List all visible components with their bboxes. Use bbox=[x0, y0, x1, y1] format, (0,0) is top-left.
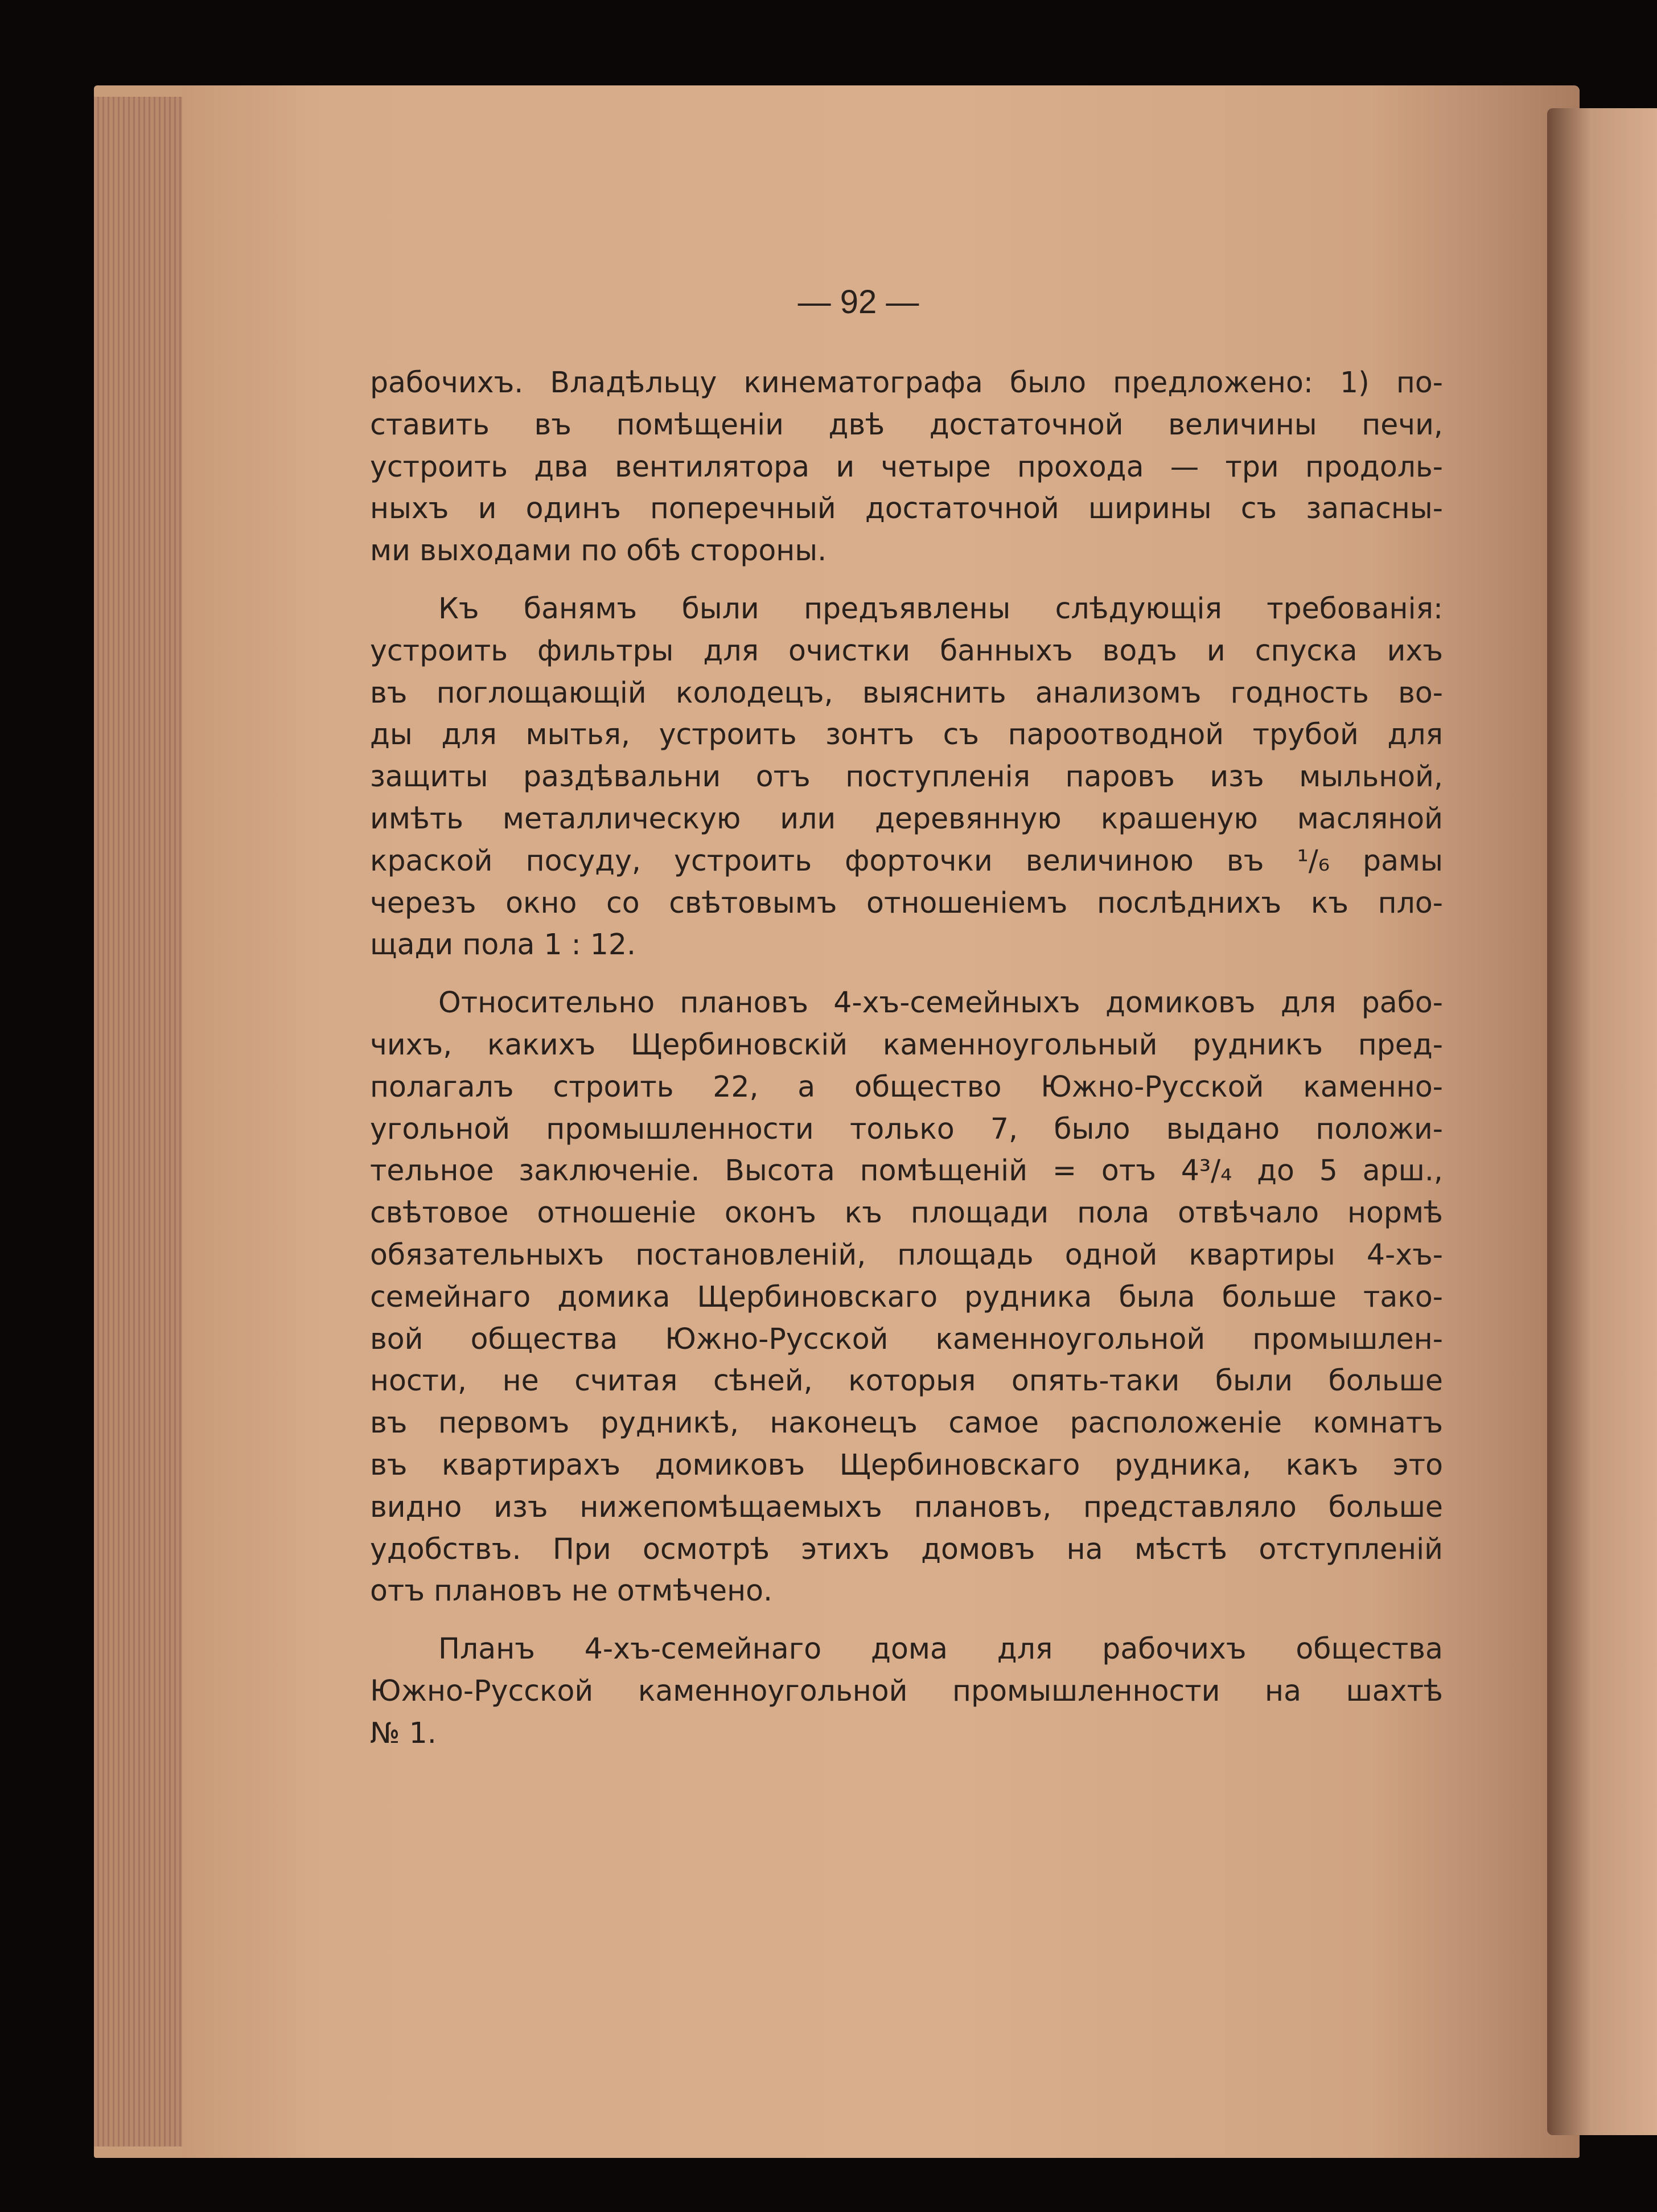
text-line: устроить два вентилятора и четыре прохода — три продоль- bbox=[370, 449, 1443, 483]
text-line: вой общества Южно-Русской каменноугольной промышлен- bbox=[370, 1322, 1443, 1356]
text-line: защиты раздѣвальни отъ поступленiя паровъ изъ мыльной, bbox=[370, 760, 1443, 794]
text-line: въ первомъ рудникѣ, наконецъ самое расположенiе комнатъ bbox=[370, 1406, 1443, 1440]
text-line: ми выходами по обѣ стороны. bbox=[370, 533, 827, 568]
page-text bbox=[370, 362, 1443, 1754]
text-line: щади пола 1 : 12. bbox=[370, 928, 636, 962]
text-line: удобствъ. При осмотрѣ этихъ домовъ на мѣстѣ отступленiй bbox=[370, 1532, 1443, 1566]
text-line: Южно-Русской каменноугольной промышленности на шахтѣ bbox=[370, 1673, 1443, 1708]
text-line: въ квартирахъ домиковъ Щербиновскаго рудника, какъ это bbox=[370, 1447, 1443, 1481]
page-number: — 92 — bbox=[797, 284, 919, 321]
text-line: ды для мытья, устроить зонтъ съ пароотводной трубой для bbox=[370, 717, 1443, 752]
paragraph-3 bbox=[370, 982, 1443, 1612]
paragraph-2 bbox=[370, 588, 1443, 966]
text-line: Планъ 4-хъ-семейнаго дома для рабочихъ общества bbox=[438, 1632, 1443, 1666]
text-line: въ поглощающiй колодецъ, выяснить анализомъ годность во- bbox=[370, 675, 1443, 709]
text-line: свѣтовое отношенiе оконъ къ площади пола отвѣчало нормѣ bbox=[370, 1196, 1443, 1230]
facing-page-edge bbox=[1547, 108, 1657, 2135]
page-edges bbox=[94, 97, 191, 2147]
text-line: ставить въ помѣщенiи двѣ достаточной величины печи, bbox=[370, 407, 1443, 441]
text-line: обязательныхъ постановленiй, площадь одной квартиры 4-хъ- bbox=[370, 1237, 1443, 1271]
text-line: полагалъ строить 22, а общество Южно-Русской каменно- bbox=[370, 1069, 1443, 1103]
text-line: устроить фильтры для очистки банныхъ водъ и спуска ихъ bbox=[370, 633, 1443, 667]
paragraph-1 bbox=[370, 362, 1443, 572]
text-line: Относительно плановъ 4-хъ-семейныхъ домиковъ для рабо- bbox=[438, 986, 1443, 1020]
text-line: черезъ окно со свѣтовымъ отношенiемъ послѣднихъ къ пло- bbox=[370, 885, 1443, 920]
text-line: № 1. bbox=[370, 1716, 437, 1750]
text-line: краской посуду, устроить форточки величиною въ ¹/₆ рамы bbox=[370, 843, 1443, 877]
text-line: угольной промышленности только 7, было выдано положи- bbox=[370, 1111, 1443, 1146]
text-line: видно изъ нижепомѣщаемыхъ плановъ, представляло больше bbox=[370, 1489, 1443, 1524]
text-line: семейнаго домика Щербиновскаго рудника была больше тако- bbox=[370, 1279, 1443, 1314]
text-line: ности, не считая сѣней, которыя опять-таки были больше bbox=[370, 1364, 1443, 1398]
text-line: тельное заключенiе. Высота помѣщенiй = отъ 4³/₄ до 5 арш., bbox=[370, 1154, 1443, 1188]
text-line: имѣть металлическую или деревянную крашеную масляной bbox=[370, 801, 1443, 835]
text-line: ныхъ и одинъ поперечный достаточной ширины съ запасны- bbox=[370, 491, 1443, 526]
text-line: рабочихъ. Владѣльцу кинематографа было предложено: 1) по- bbox=[370, 366, 1443, 399]
text-line: отъ плановъ не отмѣчено. bbox=[370, 1574, 773, 1608]
paragraph-4 bbox=[370, 1628, 1443, 1754]
text-line: Къ банямъ были предъявлены слѣдующiя требованiя: bbox=[438, 591, 1443, 625]
text-line: чихъ, какихъ Щербиновскiй каменноугольный рудникъ пред- bbox=[370, 1027, 1443, 1061]
